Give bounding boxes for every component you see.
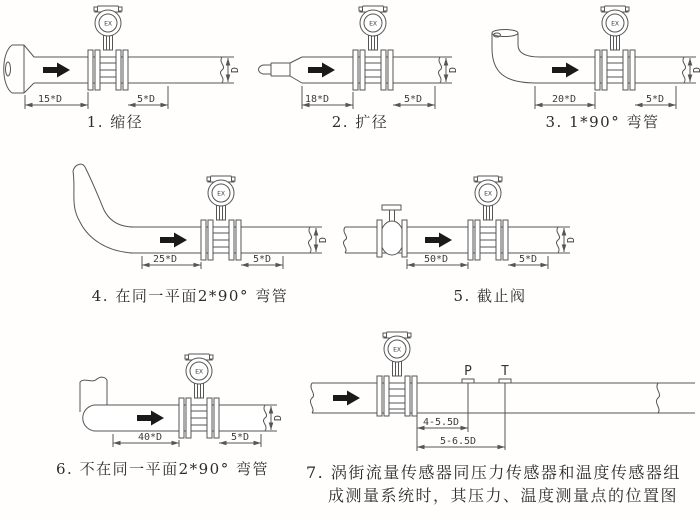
pressure-tap — [462, 379, 474, 383]
diagram-1-reducer — [4, 6, 241, 93]
caption-6: 6. 不在同一平面2*90° 弯管 — [56, 460, 269, 478]
diagram-6-double-bend-different-plane — [80, 354, 284, 438]
caption-4: 4. 在同一平面2*90° 弯管 — [91, 287, 289, 305]
flow-arrow-icon — [308, 63, 335, 78]
diagram-2-expander — [259, 6, 460, 90]
diagram-7-pressure-temperature-points — [310, 332, 695, 450]
vortex-flowmeter-icon — [595, 6, 635, 90]
dimension-label: 15*D — [37, 94, 63, 105]
pipe-break-icon — [308, 227, 329, 253]
dimension-label: 40*D — [137, 432, 163, 443]
flow-arrow-icon — [160, 233, 187, 248]
caption-1: 1. 缩径 — [86, 113, 144, 131]
flow-arrow-icon — [425, 233, 452, 248]
vortex-flowmeter-icon — [201, 176, 241, 260]
pressure-point-label: P — [464, 364, 472, 379]
caption-3: 3. 1*90° 弯管 — [545, 113, 660, 131]
flow-arrow-icon — [552, 63, 579, 78]
pipe-break-icon — [220, 57, 241, 83]
dimension-label: 20*D — [551, 94, 577, 105]
flow-arrow-icon — [333, 391, 360, 406]
dimension-label: 5-6.5D — [439, 436, 477, 447]
dimension-label: 5*D — [518, 254, 538, 265]
pipe-break-icon — [682, 57, 700, 83]
dimension-label: 5*D — [645, 94, 665, 105]
temperature-point-label: T — [501, 364, 509, 379]
dimension-label: 5*D — [136, 94, 156, 105]
diagram-4-double-bend-same-plane — [73, 164, 329, 260]
pipe-break-icon — [438, 57, 459, 83]
diagram-3-single-90-bend — [492, 6, 700, 90]
flow-arrow-icon — [43, 63, 70, 78]
pipe-break-icon — [556, 227, 577, 253]
dimension-label: 50*D — [423, 254, 449, 265]
vortex-flowmeter-icon — [377, 332, 417, 416]
caption-7 — [306, 461, 700, 507]
caption-7-line2: 成测量系统时，其压力、温度测量点的位置图 — [328, 486, 679, 505]
vortex-flowmeter-icon — [468, 176, 508, 260]
caption-7-line1: 7. 涡街流量传感器同压力传感器和温度传感器组 — [306, 463, 681, 482]
vortex-flowmeter-icon — [88, 6, 128, 90]
dimension-label: 5*D — [230, 432, 250, 443]
caption-5: 5. 截止阀 — [453, 287, 527, 305]
stop-valve — [377, 205, 407, 257]
temperature-tap — [499, 379, 511, 383]
dimension-label: 5*D — [403, 94, 423, 105]
diagram-canvas: D P T 15*D 5*D 18*D 5*D 20*D 5*D25*D 5*D 50*D 5*D40*D 5*D4-5.5D5-6.5D — [0, 0, 700, 520]
dimension-label: 25*D — [152, 254, 178, 265]
dimension-label: 18*D — [304, 94, 330, 105]
dimension-label: 5*D — [252, 254, 272, 265]
dimension-label: 4-5.5D — [422, 417, 460, 428]
diagram-5-stop-valve — [343, 176, 577, 260]
caption-2: 2. 扩径 — [331, 113, 389, 131]
vortex-flowmeter-icon — [353, 6, 393, 90]
